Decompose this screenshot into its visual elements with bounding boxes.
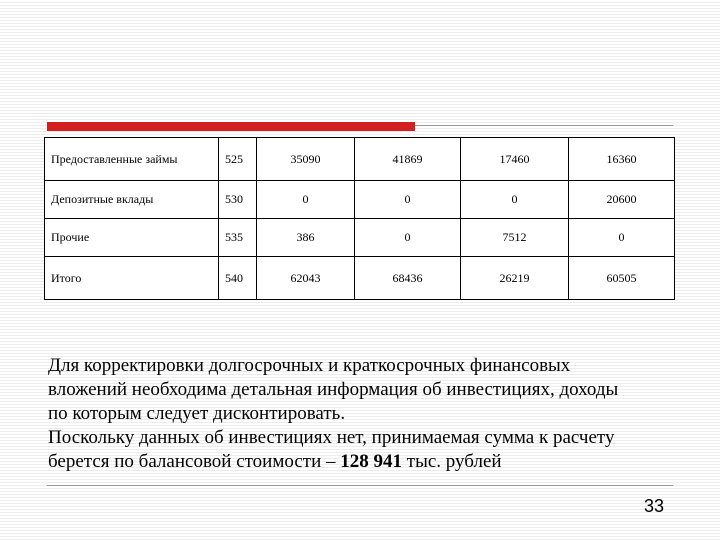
- page-number: 33: [643, 496, 664, 516]
- total-suffix: тыс. рублей: [402, 451, 502, 472]
- row-value: 41869: [355, 138, 461, 181]
- text-line-total: [48, 450, 658, 474]
- row-value: 68436: [355, 257, 461, 300]
- table-row: [45, 138, 675, 181]
- row-value: 0: [257, 181, 355, 219]
- row-value: 0: [355, 219, 461, 257]
- table-row: [45, 181, 675, 219]
- row-name: Депозитные вклады: [45, 181, 219, 219]
- row-value: 7512: [461, 219, 569, 257]
- row-value: 62043: [257, 257, 355, 300]
- row-code: 540: [219, 257, 257, 300]
- row-value: 0: [355, 181, 461, 219]
- row-value: 26219: [461, 257, 569, 300]
- row-name: Прочие: [45, 219, 219, 257]
- table-row: [45, 219, 675, 257]
- financial-investments-table: [44, 137, 675, 300]
- row-value: 0: [569, 219, 675, 257]
- text-line: Поскольку данных об инвестициях нет, принимаемая сумма к расчету: [48, 427, 615, 448]
- row-value: 16360: [569, 138, 675, 181]
- table-row: [45, 257, 675, 300]
- row-value: 20600: [569, 181, 675, 219]
- total-prefix: берется по балансовой стоимости –: [48, 451, 341, 472]
- row-value: 0: [461, 181, 569, 219]
- row-name: Итого: [45, 257, 219, 300]
- body-text: [48, 354, 658, 474]
- row-value: 60505: [569, 257, 675, 300]
- text-line: вложений необходима детальная информация об инвестициях, доходы: [48, 379, 619, 400]
- row-value: 386: [257, 219, 355, 257]
- row-value: 17460: [461, 138, 569, 181]
- accent-bar: [47, 122, 415, 131]
- row-value: 35090: [257, 138, 355, 181]
- text-line: по которым следует дисконтировать.: [48, 403, 346, 424]
- total-amount: 128 941: [340, 451, 403, 472]
- text-line: Для корректировки долгосрочных и краткосрочных финансовых: [48, 355, 571, 376]
- row-name: Предоставленные займы: [45, 138, 219, 181]
- row-code: 530: [219, 181, 257, 219]
- bottom-divider: [47, 485, 673, 486]
- row-code: 525: [219, 138, 257, 181]
- row-code: 535: [219, 219, 257, 257]
